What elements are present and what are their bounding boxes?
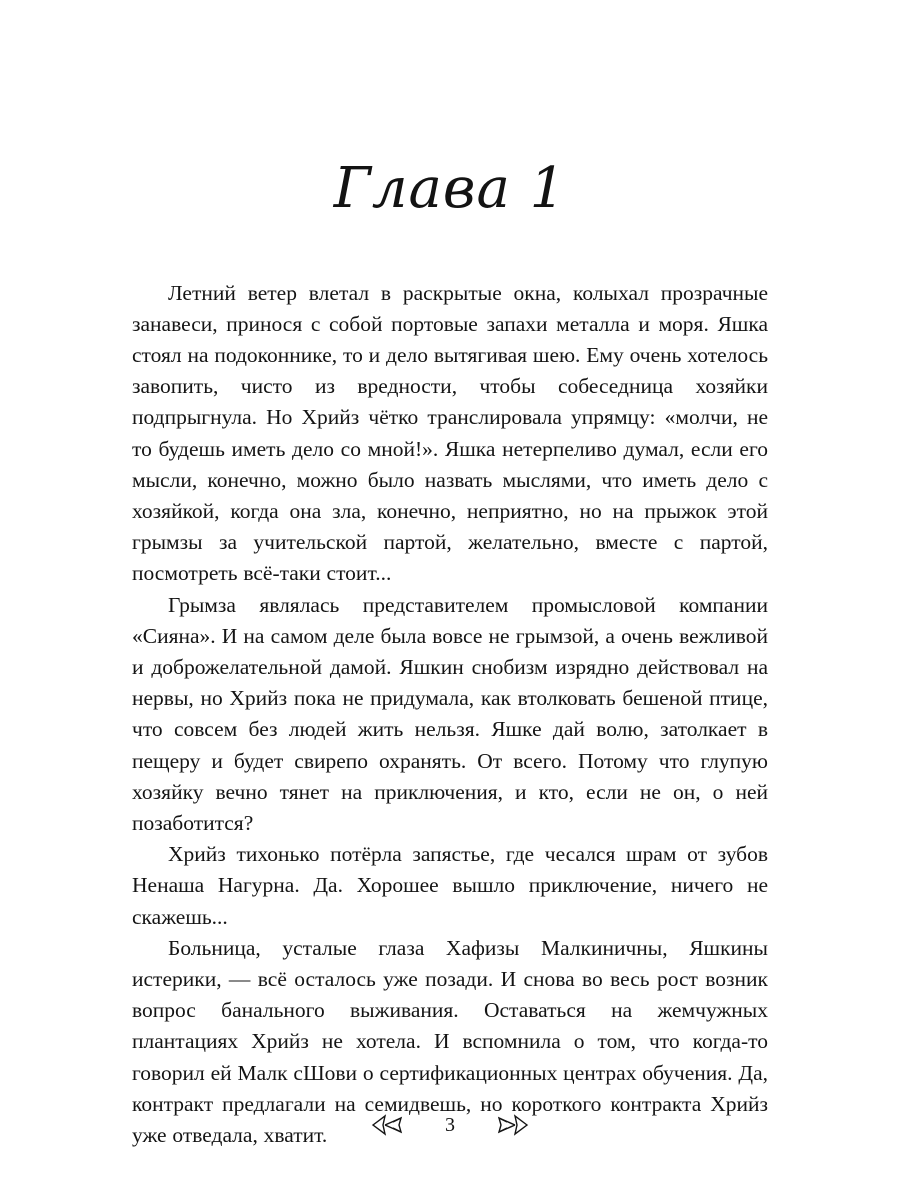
- paragraph: Хрийз тихонько потёрла запястье, где чесался шрам от зубов Ненаша Нагурна. Да. Хорошее вышло приключение, ничего не скажешь...: [132, 842, 768, 929]
- leaf-ornament-left-icon: [371, 1112, 405, 1138]
- paragraph: Больница, усталые глаза Хафизы Малкиничны, Яшкины истерики, — всё осталось уже позади. И снова во весь рост возник вопрос банального выживания. Оставаться на жемчужных плантациях Хрийз не хотела. И вспомнила о том, что когда-то говорил ей Малк сШови о сертификационных центрах обучения. Да, контракт предлагали на семидвешь, но короткого контракта Хрийз уже отведала, хватит.: [132, 935, 768, 1148]
- leaf-ornament-right-icon: [495, 1112, 529, 1138]
- body-text: [132, 278, 768, 1152]
- paragraph: Летний ветер влетал в раскрытые окна, колыхал прозрачные занавеси, принося с собой портовые запахи металла и моря. Яшка стоял на подоконнике, то и дело вытягивая шею. Ему очень хотелось завопить, чисто из вредности, чтобы собеседница хозяйки подпрыгнула. Но Хрийз чётко транслировала упрямцу: «молчи, не то будешь иметь дело со мной!». Яшка нетерпеливо думал, если его мысли, конечно, можно было назвать мыслями, что иметь дело с хозяйкой, когда она зла, конечно, неприятно, но на прыжок этой грымзы за учительской партой, желательно, вместе с партой, посмотреть всё-таки стоит...: [132, 280, 768, 586]
- page-number: 3: [445, 1113, 455, 1136]
- page-title: Глава 1: [333, 156, 567, 221]
- page-footer: [0, 1112, 900, 1138]
- paragraph: Грымза являлась представителем промысловой компании «Сияна». И на самом деле была вовсе не грымзой, а очень вежливой и доброжелательной дамой. Яшкин снобизм изрядно действовал на нервы, но Хрийз пока не придумала, как втолковать бешеной птице, что совсем без людей жить нельзя. Яшке дай волю, затолкает в пещеру и будет свирепо охранять. От всего. Потому что глупую хозяйку вечно тянет на приключения, и кто, если не он, о ней позаботится?: [132, 592, 768, 836]
